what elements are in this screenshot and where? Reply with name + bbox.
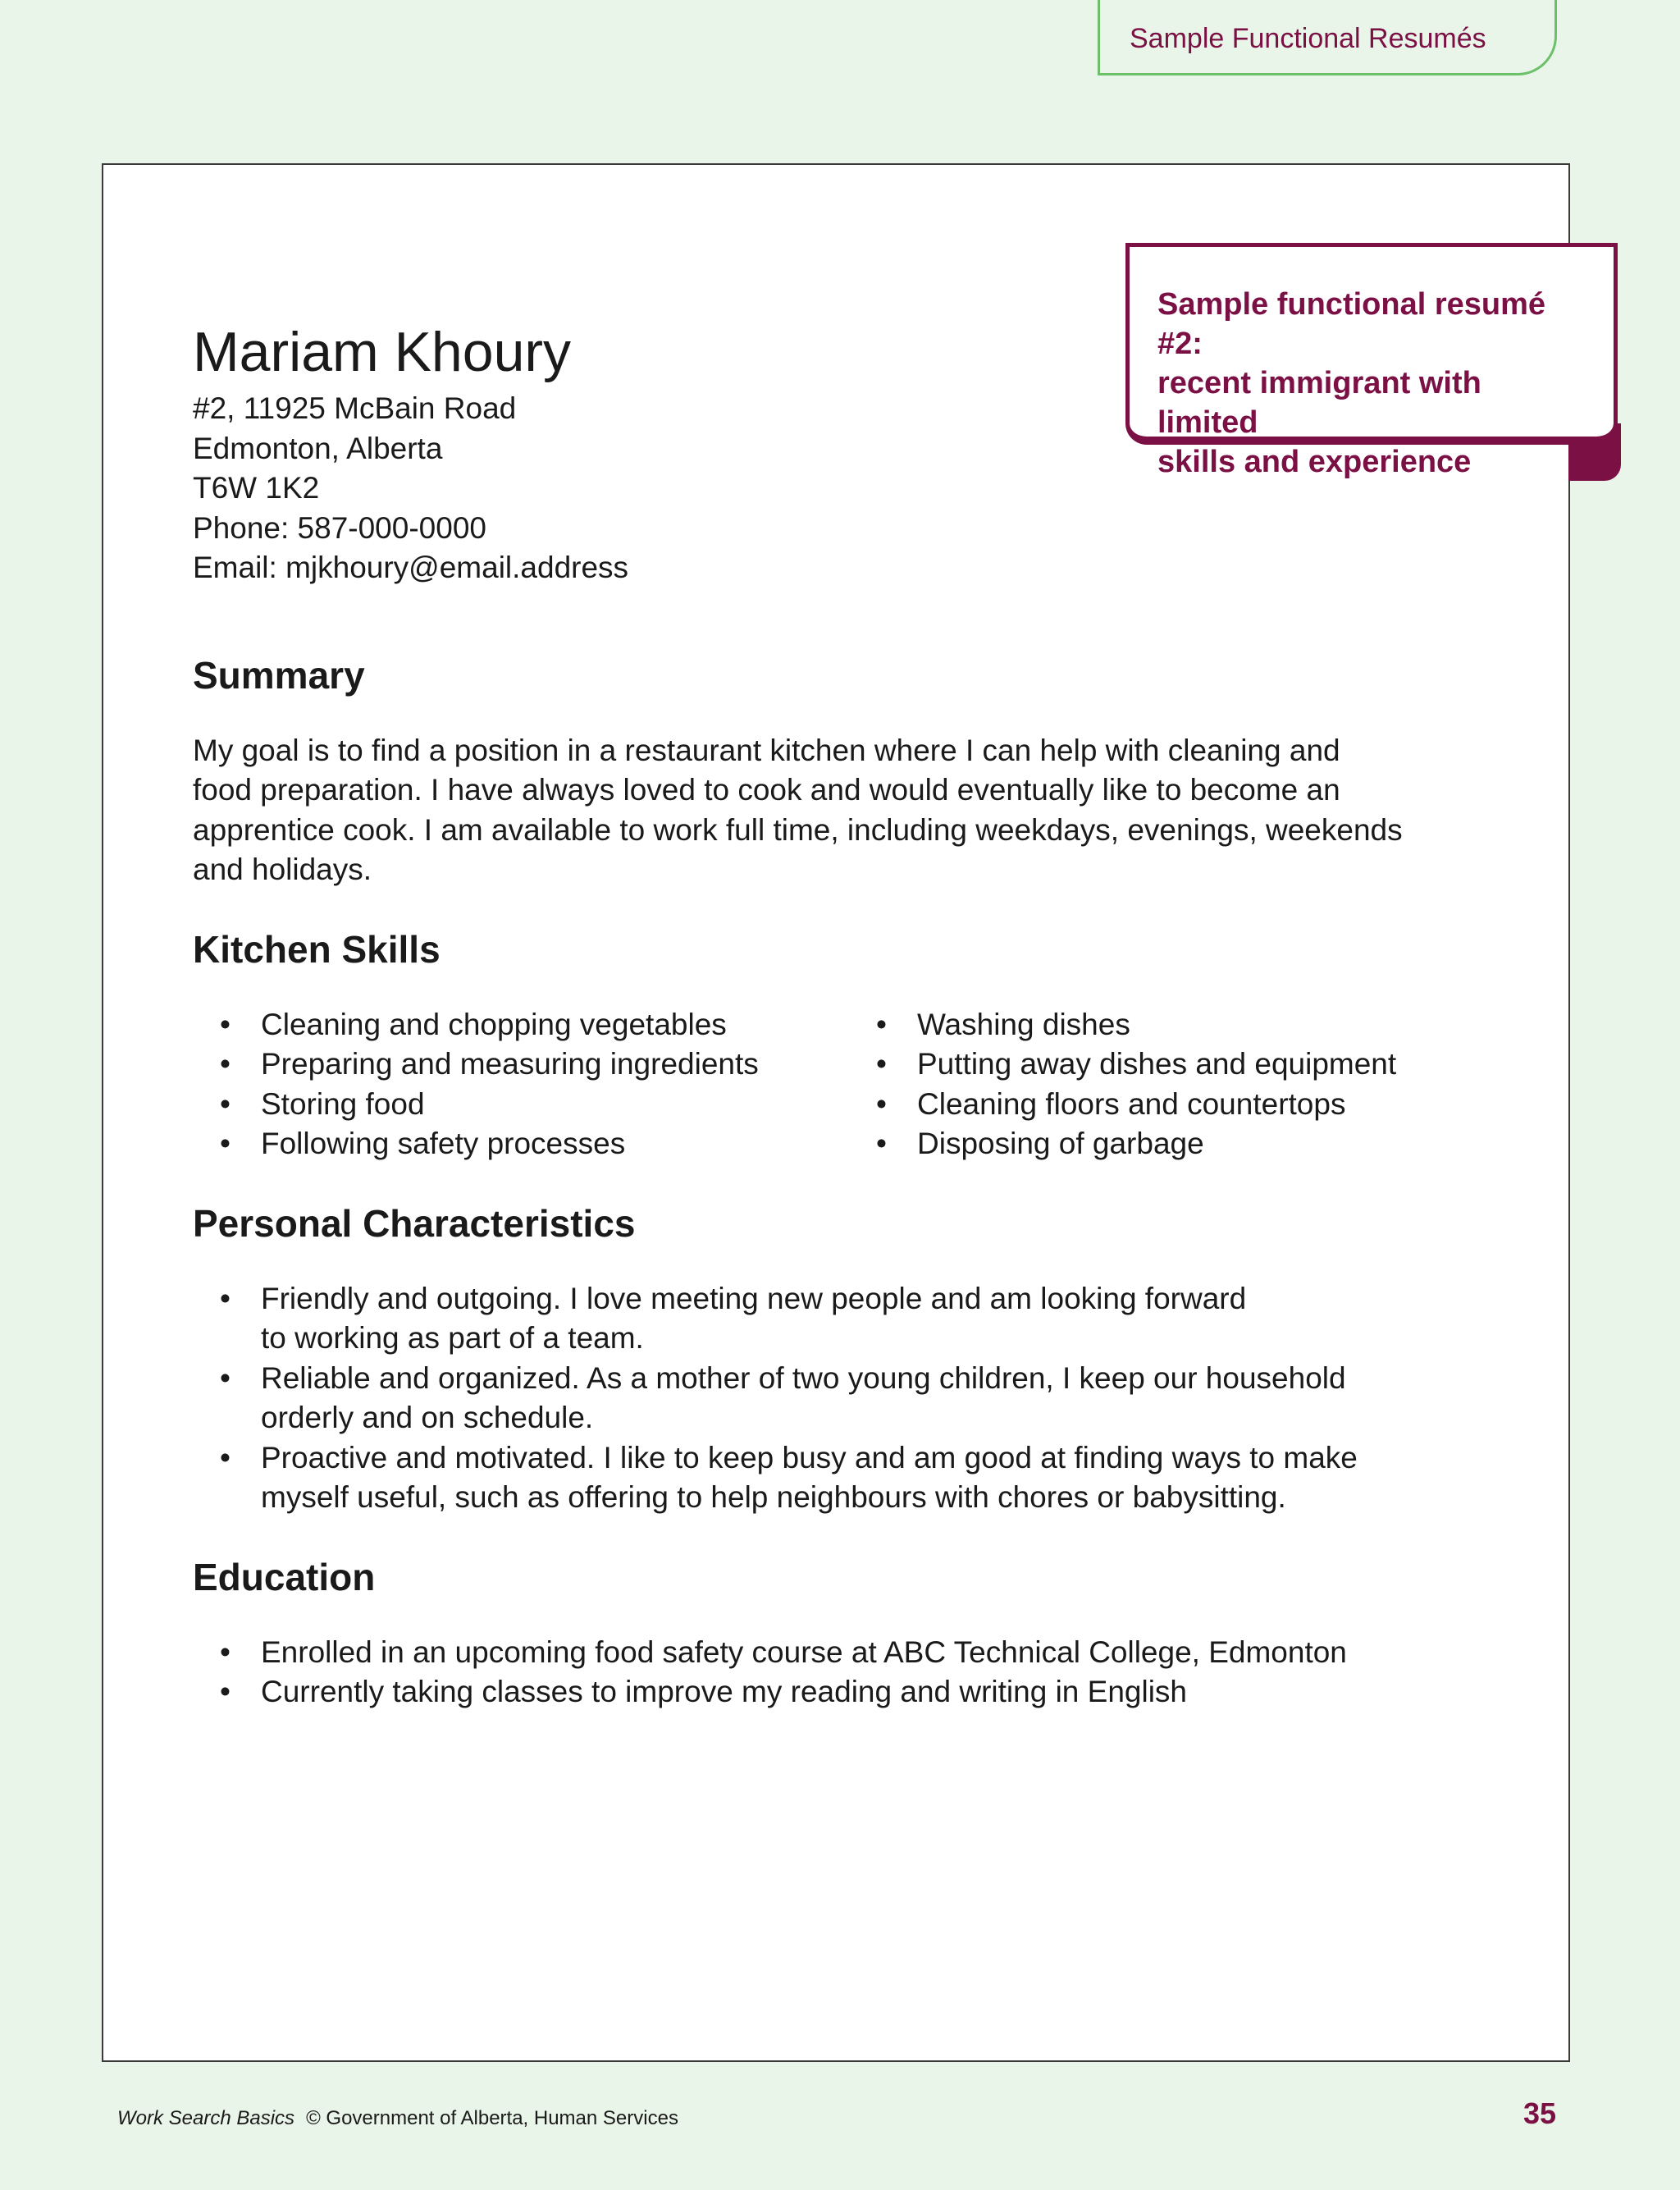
bullet-icon: • bbox=[220, 1127, 231, 1160]
list-item: • Following safety processes bbox=[193, 1124, 849, 1164]
list-item: • Storing food bbox=[193, 1085, 849, 1125]
education-heading: Education bbox=[193, 1555, 376, 1598]
list-item: • Proactive and motivated. I like to keep busy and am good at finding ways to make myself useful, such as offering to help neighbours with chores or babysitting. bbox=[193, 1438, 1505, 1518]
resume-content bbox=[193, 315, 1505, 1712]
kitchen-skills-list bbox=[193, 1005, 1505, 1164]
bullet-icon: • bbox=[876, 1086, 887, 1121]
summary-line: food preparation. I have always loved to cook and would eventually like to become an bbox=[193, 773, 1340, 807]
phone: Phone: 587-000-0000 bbox=[193, 510, 486, 545]
bullet-icon: • bbox=[220, 1634, 231, 1669]
contact-block bbox=[193, 389, 1505, 588]
list-item: • Friendly and outgoing. I love meeting new people and am looking forward to working as part of a team. bbox=[193, 1279, 1505, 1359]
copyright: © Government of Alberta, Human Services bbox=[306, 2107, 678, 2129]
postal-code: T6W 1K2 bbox=[193, 471, 320, 505]
personal-characteristics-heading: Personal Characteristics bbox=[193, 1201, 636, 1245]
bullet-icon: • bbox=[220, 1007, 231, 1041]
education-list bbox=[193, 1633, 1505, 1712]
book-title: Work Search Basics bbox=[117, 2107, 295, 2129]
callout-line: skills and experience bbox=[1157, 445, 1472, 479]
summary-text bbox=[193, 731, 1505, 890]
kitchen-skills-heading: Kitchen Skills bbox=[193, 927, 441, 971]
section-title: Sample Functional Resumés bbox=[1130, 23, 1486, 54]
list-item: • Washing dishes bbox=[849, 1005, 1505, 1045]
summary-line: apprentice cook. I am available to work full time, including weekdays, evenings, weekends bbox=[193, 812, 1403, 847]
list-item: • Cleaning and chopping vegetables bbox=[193, 1005, 849, 1045]
list-item: • Currently taking classes to improve my reading and writing in English bbox=[193, 1672, 1505, 1712]
summary-line: My goal is to find a position in a restaurant kitchen where I can help with cleaning and bbox=[193, 733, 1340, 767]
bullet-icon: • bbox=[220, 1047, 231, 1081]
bullet-icon: • bbox=[220, 1086, 231, 1121]
bullet-icon: • bbox=[220, 1281, 231, 1315]
personal-characteristics-list bbox=[193, 1279, 1505, 1518]
summary-heading: Summary bbox=[193, 653, 365, 697]
list-item: • Cleaning floors and countertops bbox=[849, 1085, 1505, 1125]
applicant-name: Mariam Khoury bbox=[193, 321, 572, 383]
skills-column-left bbox=[193, 1005, 849, 1164]
callout-line: Sample functional resumé #2: bbox=[1157, 287, 1546, 361]
email: Email: mjkhoury@email.address bbox=[193, 551, 629, 584]
bullet-icon: • bbox=[220, 1675, 231, 1708]
address-line-2: Edmonton, Alberta bbox=[193, 431, 443, 465]
callout-line: recent immigrant with limited bbox=[1157, 366, 1481, 440]
list-item: • Reliable and organized. As a mother of two young children, I keep our household orderly and on schedule. bbox=[193, 1359, 1505, 1438]
page-number: 35 bbox=[1523, 2096, 1557, 2130]
summary-line: and holidays. bbox=[193, 853, 372, 886]
list-item: • Disposing of garbage bbox=[849, 1124, 1505, 1164]
section-tab bbox=[1098, 0, 1557, 75]
bullet-icon: • bbox=[876, 1007, 887, 1041]
bullet-icon: • bbox=[876, 1047, 887, 1081]
list-item: • Enrolled in an upcoming food safety course at ABC Technical College, Edmonton bbox=[193, 1633, 1505, 1673]
bullet-icon: • bbox=[220, 1360, 231, 1395]
list-item: • Putting away dishes and equipment bbox=[849, 1045, 1505, 1085]
footer-credit bbox=[117, 2107, 678, 2130]
list-item: • Preparing and measuring ingredients bbox=[193, 1045, 849, 1085]
bullet-icon: • bbox=[220, 1440, 231, 1474]
skills-column-right bbox=[849, 1005, 1505, 1164]
bullet-icon: • bbox=[876, 1127, 887, 1160]
address-line-1: #2, 11925 McBain Road bbox=[193, 391, 517, 425]
